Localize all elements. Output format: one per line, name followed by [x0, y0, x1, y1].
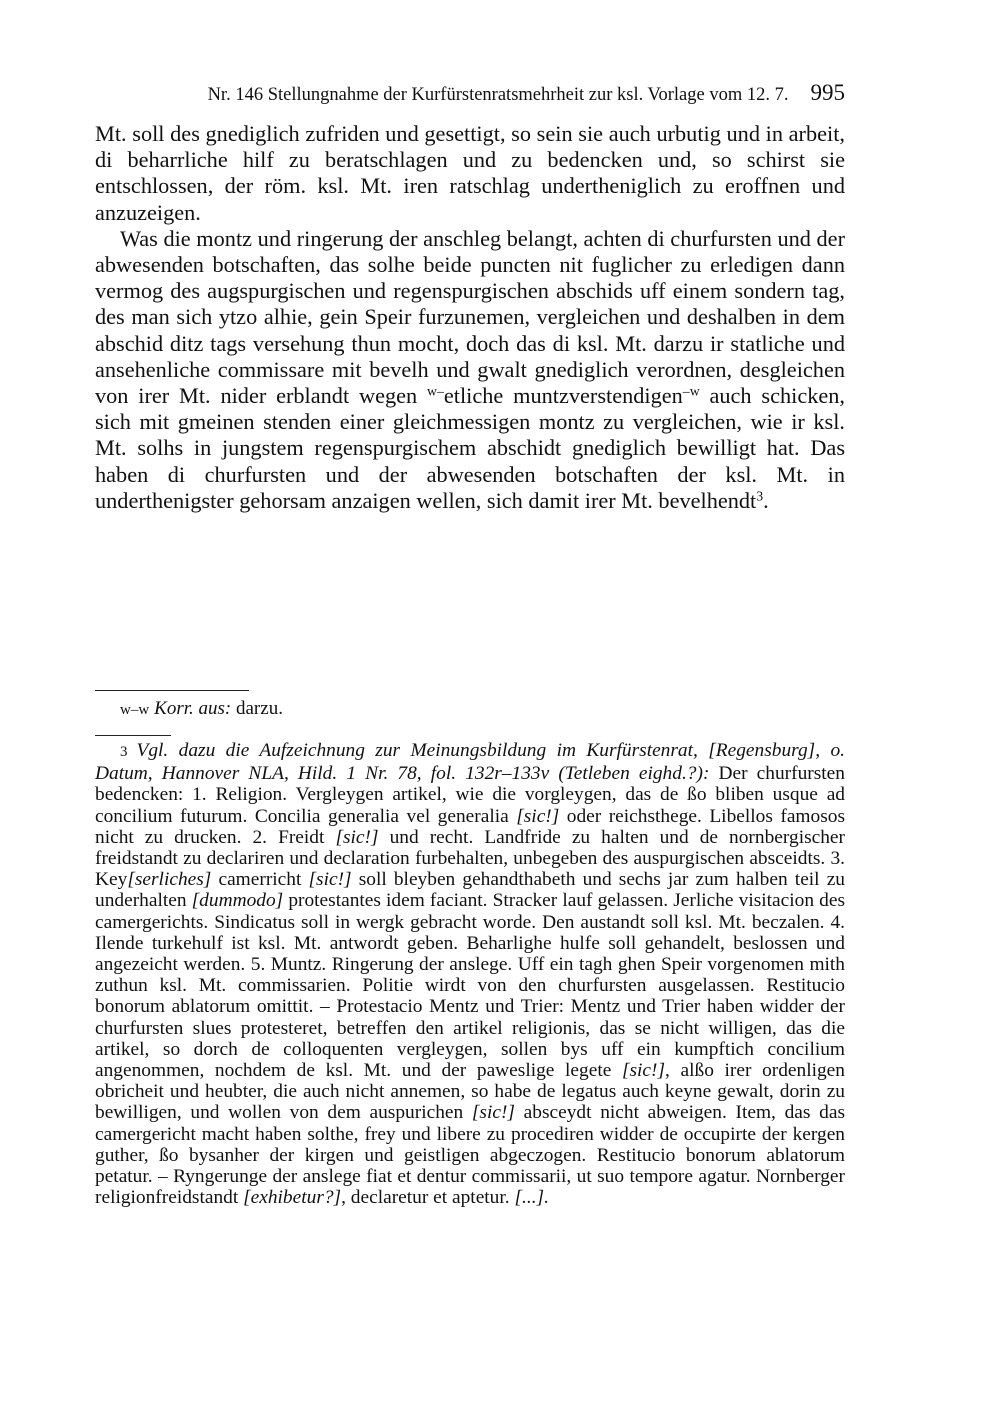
paragraph-2-text-b: auch schicken, sich mit gmeinen stenden einer gleichmessigen montz zu vergleichen, wie ir ksl. Mt. solhs in jungstem regenspurgischem abschidt gnediglich bewilligt hat. Das haben di churfursten und der abwesenden botschaften der ksl. Mt. in underthenigster gehorsam anzaigen wellen, sich damit irer Mt. bevelhendt [95, 383, 845, 513]
variant-footnote-text: darzu. [231, 698, 283, 719]
footnote-3-reference: Vgl. dazu die Aufzeichnung zur Meinungsbildung im Kurfürstenrat, [Regensburg], o. Datum, Hannover NLA, Hild. 1 Nr. 78, fol. 132r–133v (Tetleben eighd.?): [95, 740, 845, 785]
paragraph-2-end: . [763, 487, 769, 513]
footnote-3-text: protestantes idem faciant. Stracker lauf gelassen. Jerliche visitacion des camergerichts. Sindicatus soll in wergk gebracht worde. Den austandt soll ksl. Mt. beczalen. 4. Ilende turkehulf ist ksl. Mt. antwordt geben. Beharlighe hulfe soll gehandelt, beslossen und angezeicht werden. 5. Muntz. Ringerung der anslege. Uff ein tagh ghen Speir vorgenomen mith zuthun ksl. Mt. commissarien. Politie wirdt von den churfursten ausgelassen. Restitucio bonorum ablatorum omittit. – Protestacio Mentz und Trier: Mentz und Trier haben widder der churfursten slues protesteret, betreffen den artikel religionis, das se nicht willigen, das die artikel, so dorch de colloquenten vergleygen, sollen bys uff ein kumpftich concilium angenommen, nochdem de ksl. Mt. und der paweslige legete [95, 890, 845, 1082]
footnote-3-text: soll bleyben gehandthabeth und sechs jar zum halben teil zu underhalten [95, 869, 846, 912]
footnote-3-emendation: [exhibetur?] [243, 1187, 342, 1209]
main-text [95, 121, 845, 514]
variant-marker-open: w– [426, 383, 444, 399]
paragraph-2-text-a: Was die montz und ringerung der anschleg belangt, achten di churfursten und der abwesenden botschaften, das solhe beide puncten nit fuglicher zu erledigen dann vermog des augspurgischen und regenspurgischen abschids uff einem sondern tag, des man sich ytzo alhie, gein Speir furzunemen, vergleichen und deshalben in dem abschid ditz tags versehung thun mocht, doch das di ksl. Mt. darzu ir statliche und ansehenliche commissare mit bevelh und gwalt gnediglich verordnen, desgleichen von irer Mt. nider erblandt wegen [95, 225, 845, 409]
variant-footnote-label: Korr. aus: [154, 698, 232, 719]
footnote-divider-variants [95, 690, 249, 691]
variant-footnote-marker: w–w [120, 702, 150, 718]
variant-text: etliche muntzverstendigen [443, 383, 683, 409]
footnote-3-text: und recht. Landfride zu halten und de nornbergischer freidstandt zu declariren und declaration furbehalten, unbegeben des auspurgischen absceidts. 3. Key [95, 826, 845, 891]
footnote-3-sic: [sic!] [471, 1102, 515, 1124]
page-number: 995 [810, 80, 845, 105]
running-header [95, 80, 845, 106]
footnote-3-text: , alßo irer ordenligen obricheit und heubter, die auch nicht annemen, so habe de legatus auch keyne gewalt, dorin zu bewilligen, und wollen von dem auspurichen [95, 1060, 845, 1124]
running-title: Nr. 146 Stellungnahme der Kurfürstenratsmehrheit zur ksl. Vorlage vom 12. 7. [207, 85, 789, 105]
footnote-3-text: absceydt nicht abweigen. Item, das das camergericht macht haben solthe, frey und libere zu procediren widder de occupirte der kergen guther, ßo bysanher der kirgen und geistligen abgeczogen. Restitucio bonorum ablatorum petatur. – Ryngerunge der anslege fiat et dentur commissarii, ut suo tempore agatur. Nornberger religionfreidstandt [95, 1102, 845, 1209]
footnote-3-ellipsis: [...]. [514, 1187, 549, 1209]
footnote-3-sic: [sic!] [621, 1060, 666, 1082]
paragraph-2 [95, 226, 845, 514]
footnote-3-text: oder reichsthege. Libellos famosos nicht zu drucken. 2. Freidt [95, 805, 845, 848]
footnote-3-marker: 3 [120, 744, 128, 760]
variant-footnote [120, 697, 283, 722]
book-page [95, 0, 845, 1418]
footnote-3-emendation: [serliches] [127, 869, 212, 891]
footnote-3-sic: [sic!] [308, 869, 352, 891]
footnote-3-text: camerricht [211, 869, 309, 891]
variant-marker-close: –w [682, 383, 700, 399]
footnote-3-text: Der churfursten bedencken: 1. Religion. Vergleygen artikel, wie die vorgleygen, das de ßo bliben usque ad concilium futurum. Concilia generalia vel generalia [95, 763, 845, 827]
paragraph-1: Mt. soll des gnediglich zufriden und gesettigt, so sein sie auch urbutig und in arbeit, di beharrliche hilf zu beratschlagen und zu bedencken und, so schirst sie entschlossen, der röm. ksl. Mt. iren ratschlag undertheniglich zu eroffnen und anzuzeigen. [95, 121, 845, 225]
footnote-divider-notes [95, 735, 171, 736]
footnote-3-sic: [sic!] [516, 805, 560, 827]
footnote-3-text: , declaretur et aptetur. [341, 1187, 515, 1209]
footnote-reference-3: 3 [756, 488, 764, 504]
footnote-3-sic: [sic!] [335, 826, 379, 848]
footnote-3 [95, 740, 845, 1208]
footnote-3-emendation: [dummodo] [191, 890, 284, 912]
